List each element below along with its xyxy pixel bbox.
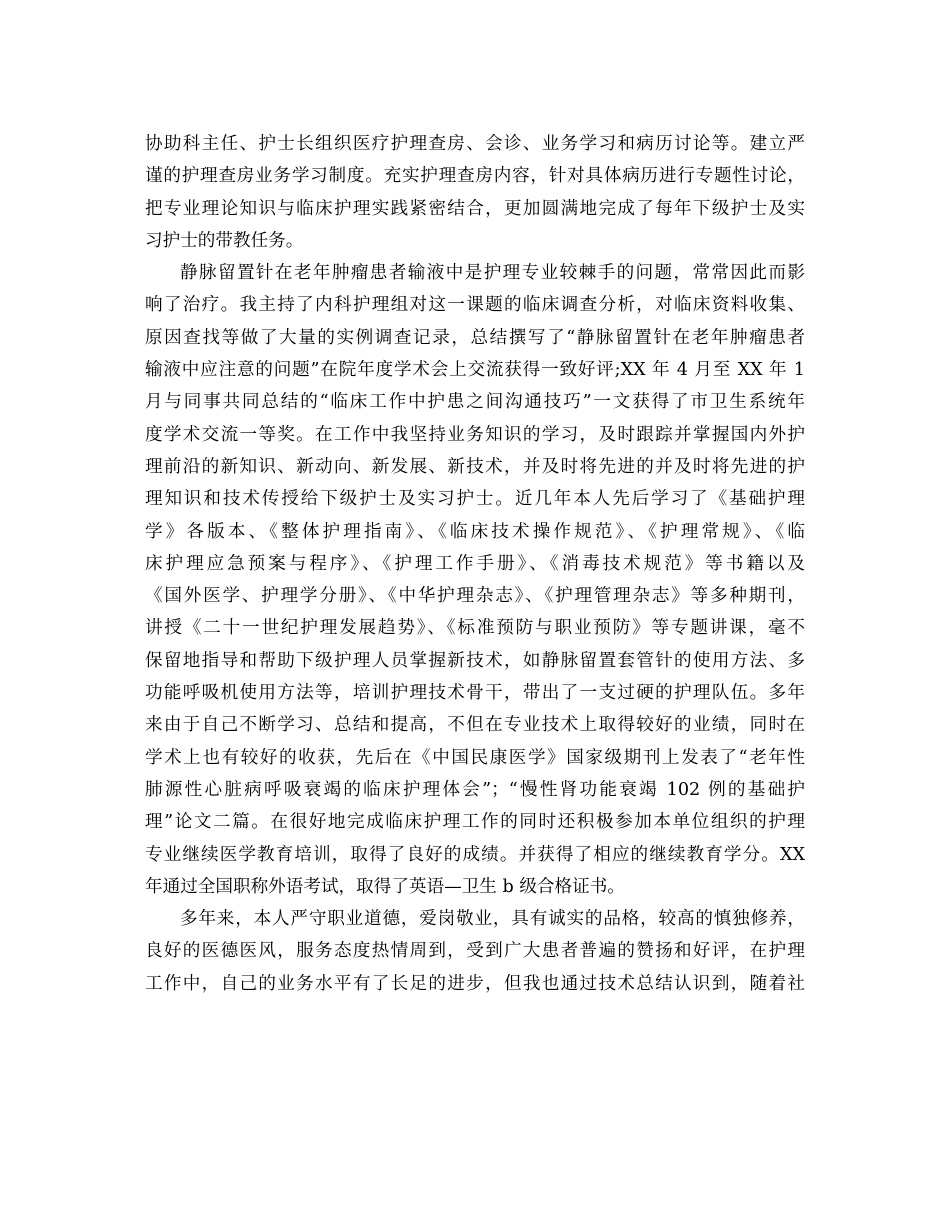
text-line: 月与同事共同总结的“临床工作中护患之间沟通技巧”一文获得了市卫生系统年 (145, 392, 805, 413)
text-line: 多年来，本人严守职业道德，爱岗敬业，具有诚实的品格，较高的慎独修养， (180, 909, 805, 930)
text-line: 讲授《二十一世纪护理发展趋势》、《标准预防与职业预防》等专题讲课，毫不 (145, 618, 805, 639)
text-line: 床护理应急预案与程序》、《护理工作手册》、《消毒技术规范》等书籍以及 (145, 553, 805, 574)
text-line: 把专业理论知识与临床护理实践紧密结合，更加圆满地完成了每年下级护士及实 (145, 198, 805, 219)
text-line: 专业继续医学教育培训，取得了良好的成绩。并获得了相应的继续教育学分。XX (145, 844, 805, 865)
text-line: 功能呼吸机使用方法等，培训护理技术骨干，带出了一支过硬的护理队伍。多年 (145, 683, 805, 704)
text-line: 响了治疗。我主持了内科护理组对这一课题的临床调查分析，对临床资料收集、 (145, 295, 805, 316)
text-line: 工作中，自己的业务水平有了长足的进步，但我也通过技术总结认识到，随着社 (145, 973, 805, 994)
text-line: 理前沿的新知识、新动向、新发展、新技术，并及时将先进的并及时将先进的护 (145, 456, 805, 477)
text-line: 理”论文二篇。在很好地完成临床护理工作的同时还积极参加本单位组织的护理 (145, 812, 805, 833)
text-line: 习护士的带教任务。 (145, 230, 304, 251)
text-line: 来由于自己不断学习、总结和提高，不但在专业技术上取得较好的业绩，同时在 (145, 715, 805, 736)
text-line: 学》各版本、《整体护理指南》、《临床技术操作规范》、《护理常规》、《临 (145, 521, 805, 542)
text-line: 协助科主任、护士长组织医疗护理查房、会诊、业务学习和病历讨论等。建立严 (145, 134, 805, 154)
text-line: 肺源性心脏病呼吸衰竭的临床护理体会”；“慢性肾功能衰竭 102 例的基础护 (145, 779, 805, 800)
text-line: 度学术交流一等奖。在工作中我坚持业务知识的学习，及时跟踪并掌握国内外护 (145, 424, 805, 445)
text-line: 理知识和技术传授给下级护士及实习护士。近几年本人先后学习了《基础护理 (145, 489, 805, 510)
text-line: 原因查找等做了大量的实例调查记录，总结撰写了“静脉留置针在老年肿瘤患者 (145, 327, 805, 348)
text-line: 《国外医学、护理学分册》、《中华护理杂志》、《护理管理杂志》等多种期刊， (145, 586, 805, 607)
text-line: 年通过全国职称外语考试，取得了英语—卫生 b 级合格证书。 (145, 876, 625, 897)
text-line: 学术上也有较好的收获，先后在《中国民康医学》国家级期刊上发表了“老年性 (145, 747, 805, 768)
paragraph-2 (145, 257, 805, 903)
paragraph-1 (145, 128, 805, 257)
text-line: 静脉留置针在老年肿瘤患者输液中是护理专业较棘手的问题，常常因此而影 (180, 263, 805, 284)
paragraph-3 (145, 903, 805, 1000)
text-line: 良好的医德医风，服务态度热情周到，受到广大患者普遍的赞扬和好评，在护理 (145, 941, 805, 962)
text-line: 保留地指导和帮助下级护理人员掌握新技术，如静脉留置套管针的使用方法、多 (145, 650, 805, 671)
document-body (145, 128, 805, 1000)
text-line: 谨的护理查房业务学习制度。充实护理查房内容，针对具体病历进行专题性讨论， (145, 166, 805, 187)
text-line: 输液中应注意的问题”在院年度学术会上交流获得一致好评;XX 年 4 月至 XX 年 1 (145, 360, 805, 381)
